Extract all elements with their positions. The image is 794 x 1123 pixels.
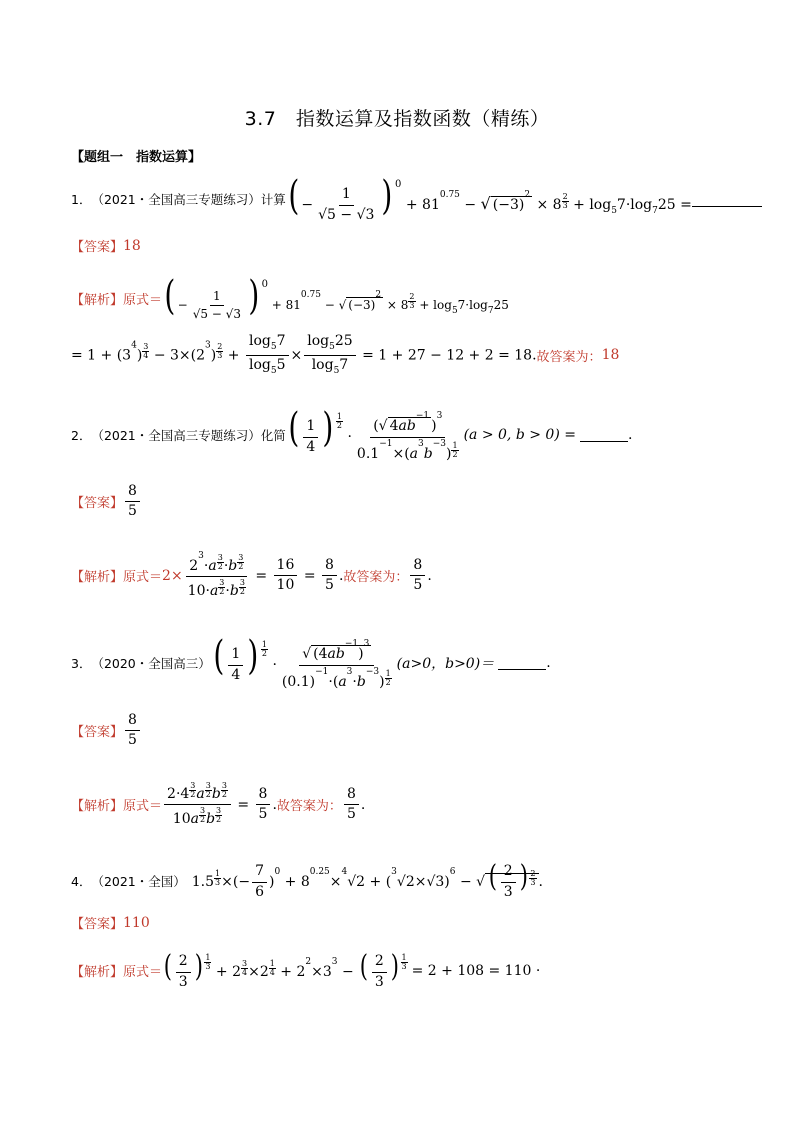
answer-label: 【答案】 (71, 725, 124, 741)
original-label: 原式＝ (123, 965, 163, 981)
conclusion-denominator: 5 (346, 806, 356, 823)
conclusion-label: 故答案为： (536, 349, 602, 365)
analysis-label: 【解析】 (71, 570, 124, 586)
problem-2-blank (580, 427, 628, 442)
problem-3-expression: ( $\frac{1}{4}$ ) $\frac{1}{2}$ · √ $(4ab^{-1})^3$ $(0.1)^{-1}\cdot(a^3\cdot b^{-3})$ $\frac{1}{2}$ (213, 633, 391, 690)
problem-3-blank (498, 655, 546, 670)
original-label: 原式＝ (123, 799, 163, 815)
analysis-label: 【解析】 (71, 965, 124, 981)
problem-4-analysis (71, 949, 541, 990)
problem-3-number: 3． (71, 655, 92, 671)
problem-3-conclusion-fraction (344, 787, 359, 823)
original-label: 原式＝ (123, 570, 163, 586)
problem-2-condition: (a > 0, b > 0) = (463, 426, 576, 443)
problem-4-answer (71, 913, 150, 932)
problem-3-source: （2020・全国高三） (91, 655, 211, 671)
problem-1-answer (71, 236, 141, 255)
answer-label: 【答案】 (71, 240, 124, 255)
conclusion-label: 故答案为： (343, 570, 409, 586)
group-heading: 【题组一 指数运算】 (71, 150, 202, 165)
problem-2-source: （2021・全国高三专题练习） (91, 427, 261, 443)
answer-label: 【答案】 (71, 496, 124, 512)
answer-denominator: 5 (128, 732, 137, 749)
problem-2-analysis-expr: 2× $2^3\cdot a$ $\frac{3}{2}$ ·b $\frac{3}{2}$ 10·a $\frac{3}{2}$ ·b $\frac{3}{2}$ = $\frac{16}{10}$ = $\frac{8}{5}$ . (162, 551, 344, 600)
page-title: 3.7 指数运算及指数函数（精练） (244, 108, 550, 130)
problem-3-condition: (a>0，b>0)＝ (396, 655, 495, 672)
problem-2-expression: ( $\frac{1}{4}$ ) $\frac{1}{2}$ · (√ $4ab^{-1})^3$ $0.1^{-1}\times(a^3b^{-3})$ $\frac{1}{2}$ (288, 405, 458, 462)
answer-numerator: 8 (125, 484, 140, 502)
problem-3: 3． （2020・全国高三） ( $\frac{1}{4}$ ) $\frac{1}{2}$ · √ $(4ab^{-1})^3$ $(0.1)^{-1}\cdot(a^3\cdot b^{-3})$ $\frac{1}{2}$ (a>0，b>0)＝ . (71, 633, 551, 690)
problem-2: 2． （2021・全国高三专题练习） 化简 ( $\frac{1}{4}$ ) $\frac{1}{2}$ · (√ $4ab^{-1})^3$ $0.1^{-1}\times(a^3b^{-3})$ $\frac{1}{2}$ (a > 0, b > 0) = . (71, 405, 633, 462)
problem-2-number: 2． (71, 427, 92, 443)
problem-4-answer-value: 110 (123, 914, 150, 931)
problem-3-analysis: 【解析】 原式＝ 2·4 $\frac{3}{2}$ a $\frac{3}{2}$ b $\frac{3}{2}$ 10a $\frac{3}{2}$ b $\frac{3}{2}$ = $\frac{8}{5}$ . 故答案为： $\frac{8}{5}$ . (71, 781, 366, 828)
problem-2-verb: 化简 (260, 427, 286, 443)
problem-1-analysis-steps: = $1 + (3^4)$ $\frac{3}{4}$ − $3\times(2^3)$ $\frac{2}{3}$ + $\frac{\log_57}{\log_55}$ × $\frac{\log_525}{\log_57}$ = 1 + 27 − 12 + 2 = 18. (71, 333, 537, 376)
conclusion-numerator: 8 (410, 558, 425, 576)
answer-numerator: 8 (125, 713, 140, 731)
problem-4-number: 4． (71, 873, 92, 889)
problem-4-result: = 2 + 108 = 110 · (411, 962, 541, 979)
problem-1-analysis (71, 273, 509, 321)
problem-1-answer-value: 18 (123, 237, 141, 254)
answer-denominator: 5 (128, 503, 137, 520)
problem-3-answer (71, 713, 142, 749)
problem-3-answer-fraction (125, 713, 140, 749)
problem-2-answer (71, 484, 142, 520)
conclusion-label: 故答案为： (276, 799, 342, 815)
problem-4-source: （2021・全国） (91, 873, 186, 889)
problem-1-number: 1． (71, 192, 92, 208)
problem-4 (71, 859, 543, 900)
original-label: 原式＝ (123, 293, 163, 309)
conclusion-numerator: 8 (344, 787, 359, 805)
answer-label: 【答案】 (71, 917, 124, 932)
problem-4-analysis-expr: ( $\frac{2}{3}$ ) $\frac{1}{3}$ + 2 $\frac{3}{4}$ ×2 $\frac{1}{4}$ + $2^2\times 3^3$ − ( $\frac{2}{3}$ ) $\frac{1}{3}$ (163, 949, 407, 990)
problem-2-answer-fraction (125, 484, 140, 520)
problem-1-source: （2021・全国高三专题练习） (91, 192, 261, 208)
analysis-label: 【解析】 (71, 799, 124, 815)
problem-1-blank (692, 192, 762, 207)
problem-3-analysis-expr: 2·4 $\frac{3}{2}$ a $\frac{3}{2}$ b $\frac{3}{2}$ 10a $\frac{3}{2}$ b $\frac{3}{2}$ = $\frac{8}{5}$ . (162, 782, 277, 828)
problem-1-analysis-expr: ( − $\frac{1}{√5 - √3}$ ) $^0 + 81^{0.75}$ − √ $(-3)^2 \times 8$ $\frac{2}{3}$ + $\log_57\cdot\log_725$ (164, 273, 509, 321)
problem-1-verb: 计算 (260, 192, 286, 208)
problem-2-analysis: 【解析】 原式＝ 2× $2^3\cdot a$ $\frac{3}{2}$ ·b $\frac{3}{2}$ 10·a $\frac{3}{2}$ ·b $\frac{3}{2}$ = $\frac{16}{10}$ = $\frac{8}{5}$ . 故答案为： $\frac{8}{5}$ . (71, 551, 432, 600)
problem-2-conclusion-fraction (410, 558, 425, 594)
problem-1 (71, 173, 762, 223)
conclusion-denominator: 5 (413, 577, 423, 594)
problem-1-analysis-2 (71, 334, 619, 377)
problem-4-expression: 1.5 $\frac{1}{3}$ ×(− $\frac{7}{6}$ )$^0 + 8^{0.25}\times^4√2 + (^3√2\times√3)^6$ − √ ( $\frac{2}{3}$ ) $\frac{2}{3}$ . (191, 859, 543, 900)
problem-1-expression: ( − $\frac{1}{√5 - √3}$ ) $^0 + 81^{0.75}$ − √ $(-3)^2 \times 8$ $\frac{2}{3}$ + $\log_57\cdot\log_725$ = (288, 173, 692, 223)
problem-1-conclusion-value: 18 (601, 347, 620, 364)
analysis-label: 【解析】 (71, 293, 124, 309)
